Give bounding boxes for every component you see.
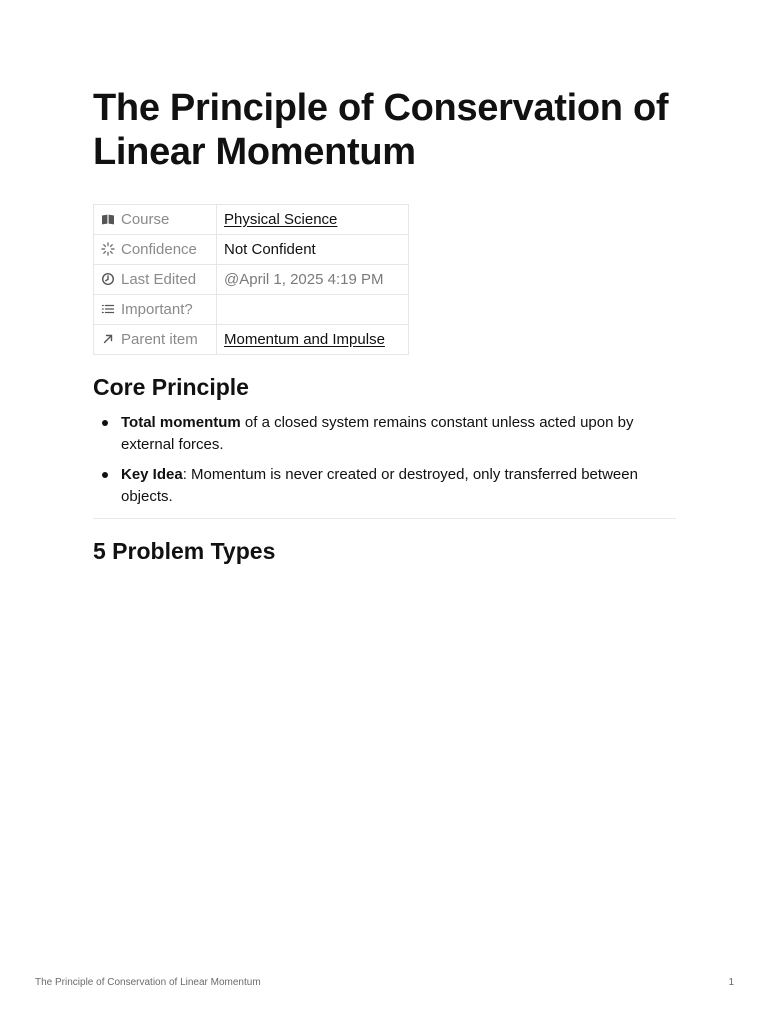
arrow-up-right-icon [101,332,115,346]
confidence-value[interactable]: Not Confident [224,241,316,258]
bullet-dot [102,420,108,426]
section-divider [93,518,676,519]
property-value-cell[interactable] [217,295,409,325]
bullet-dot [102,472,108,478]
bullet-text: of a closed system remains constant unless acted upon by external forces. [121,414,634,453]
property-label-confidence: Confidence [121,241,197,258]
list-icon [101,302,115,316]
clock-icon [101,272,115,286]
last-edited-value: @April 1, 2025 4:19 PM [224,271,384,288]
course-link[interactable]: Physical Science [224,211,338,228]
property-key-cell [94,205,217,235]
property-row-important [94,295,409,325]
problem-types-heading: 5 Problem Types [93,538,276,564]
property-label-parent-item: Parent item [121,331,198,348]
property-key-cell [94,265,217,295]
property-label-course: Course [121,211,170,228]
core-principle-heading: Core Principle [93,374,249,400]
property-key-cell [94,235,217,265]
properties-table [93,204,409,355]
list-item [93,412,673,456]
property-value-cell [217,205,409,235]
list-item [93,464,673,508]
parent-item-link[interactable]: Momentum and Impulse [224,331,385,348]
page-title: The Principle of Conservation of Linear Momentum [93,87,669,173]
property-row-last-edited [94,265,409,295]
core-principle-list [93,412,673,516]
loading-spinner-icon [101,242,115,256]
footer-page-number: 1 [728,977,734,988]
bullet-bold-term: Key Idea [121,466,183,483]
book-icon [101,212,115,226]
bullet-text: : Momentum is never created or destroyed, only transferred between objects. [121,466,638,505]
property-key-cell [94,295,217,325]
property-label-important: Important? [121,301,193,318]
property-label-last-edited: Last Edited [121,271,197,288]
property-row-parent-item [94,325,409,355]
property-row-confidence [94,235,409,265]
bullet-bold-term: Total momentum [121,414,241,431]
property-value-cell [217,325,409,355]
property-key-cell [94,325,217,355]
property-value-cell [217,265,409,295]
property-row-course [94,205,409,235]
property-value-cell [217,235,409,265]
footer-title: The Principle of Conservation of Linear Momentum [35,977,261,988]
